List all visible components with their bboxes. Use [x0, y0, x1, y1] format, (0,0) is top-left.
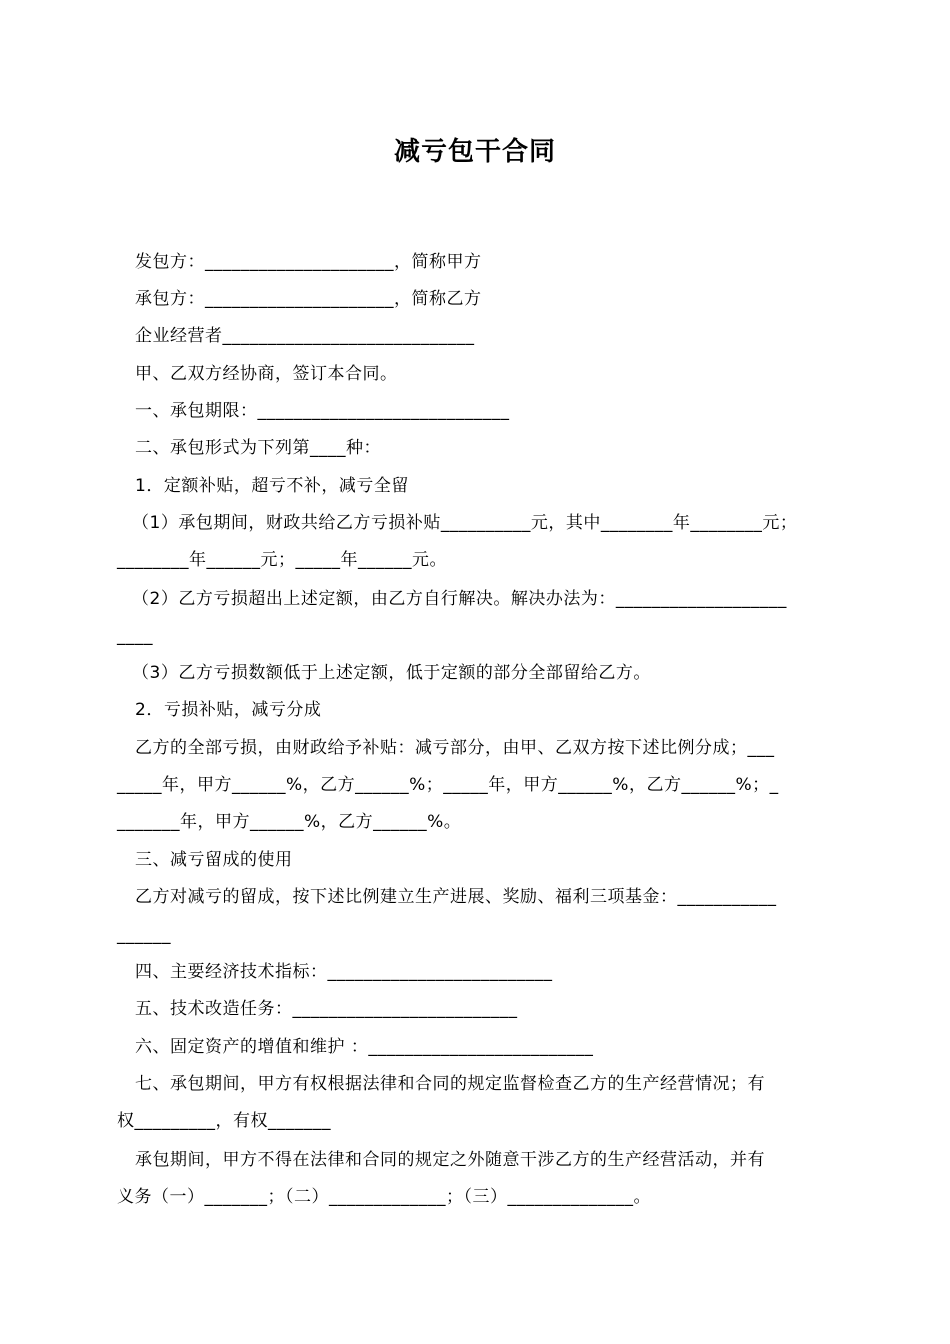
- clause-7-duties: 承包期间，甲方不得在法律和合同的规定之外随意干涉乙方的生产经营活动，并有: [135, 1150, 765, 1170]
- clause-2-form: 二、承包形式为下列第____种：: [135, 438, 381, 458]
- clause-3-heading: 三、减亏留成的使用: [135, 850, 293, 870]
- option-2-body: 乙方的全部亏损，由财政给予补贴：减亏部分，由甲、乙双方按下述比例分成；___: [135, 738, 775, 758]
- clause-7-duties-cont: 义务（一）_______；（二）_____________；（三）______________。: [117, 1187, 651, 1207]
- party-b-line: 承包方：_____________________，简称乙方: [135, 289, 482, 309]
- clause-3-body: 乙方对减亏的留成，按下述比例建立生产进展、奖励、福利三项基金：___________: [135, 887, 777, 907]
- option-2-body-cont-1: _____年，甲方______%，乙方______%；_____年，甲方______%，乙方______%；_: [117, 775, 779, 795]
- option-2-body-cont-2: _______年，甲方______%，乙方______%。: [117, 812, 462, 832]
- option-1-item-1: （1）承包期间，财政共给乙方亏损补贴__________元，其中________年________元；: [132, 513, 798, 533]
- clause-1-term: 一、承包期限：____________________________: [135, 401, 510, 421]
- clause-5-tech: 五、技术改造任务：_________________________: [135, 999, 518, 1019]
- option-1-heading: 1．定额补贴，超亏不补，减亏全留: [135, 476, 409, 496]
- document-title: 减亏包干合同: [393, 137, 556, 167]
- clause-7-rights: 七、承包期间，甲方有权根据法律和合同的规定监督检查乙方的生产经营情况；有: [135, 1074, 765, 1094]
- party-a-line: 发包方：_____________________，简称甲方: [135, 252, 482, 272]
- option-2-heading: 2．亏损补贴，减亏分成: [135, 700, 322, 720]
- clause-4-indicators: 四、主要经济技术指标：_________________________: [135, 962, 553, 982]
- operator-line: 企业经营者____________________________: [135, 326, 475, 346]
- agreement-intro: 甲、乙双方经协商，签订本合同。: [135, 364, 398, 384]
- option-1-item-3: （3）乙方亏损数额低于上述定额，低于定额的部分全部留给乙方。: [132, 663, 651, 683]
- clause-7-rights-cont: 权_________，有权_______: [117, 1111, 331, 1131]
- option-1-item-1-cont: ________年______元；_____年______元。: [117, 550, 447, 570]
- clause-6-assets: 六、固定资产的增值和维护 ：_________________________: [135, 1037, 594, 1057]
- option-1-item-2: （2）乙方亏损超出上述定额，由乙方自行解决。解决办法为：___________________: [132, 589, 787, 609]
- clause-3-body-cont: ______: [117, 925, 171, 945]
- option-1-item-2-cont: ____: [117, 626, 153, 646]
